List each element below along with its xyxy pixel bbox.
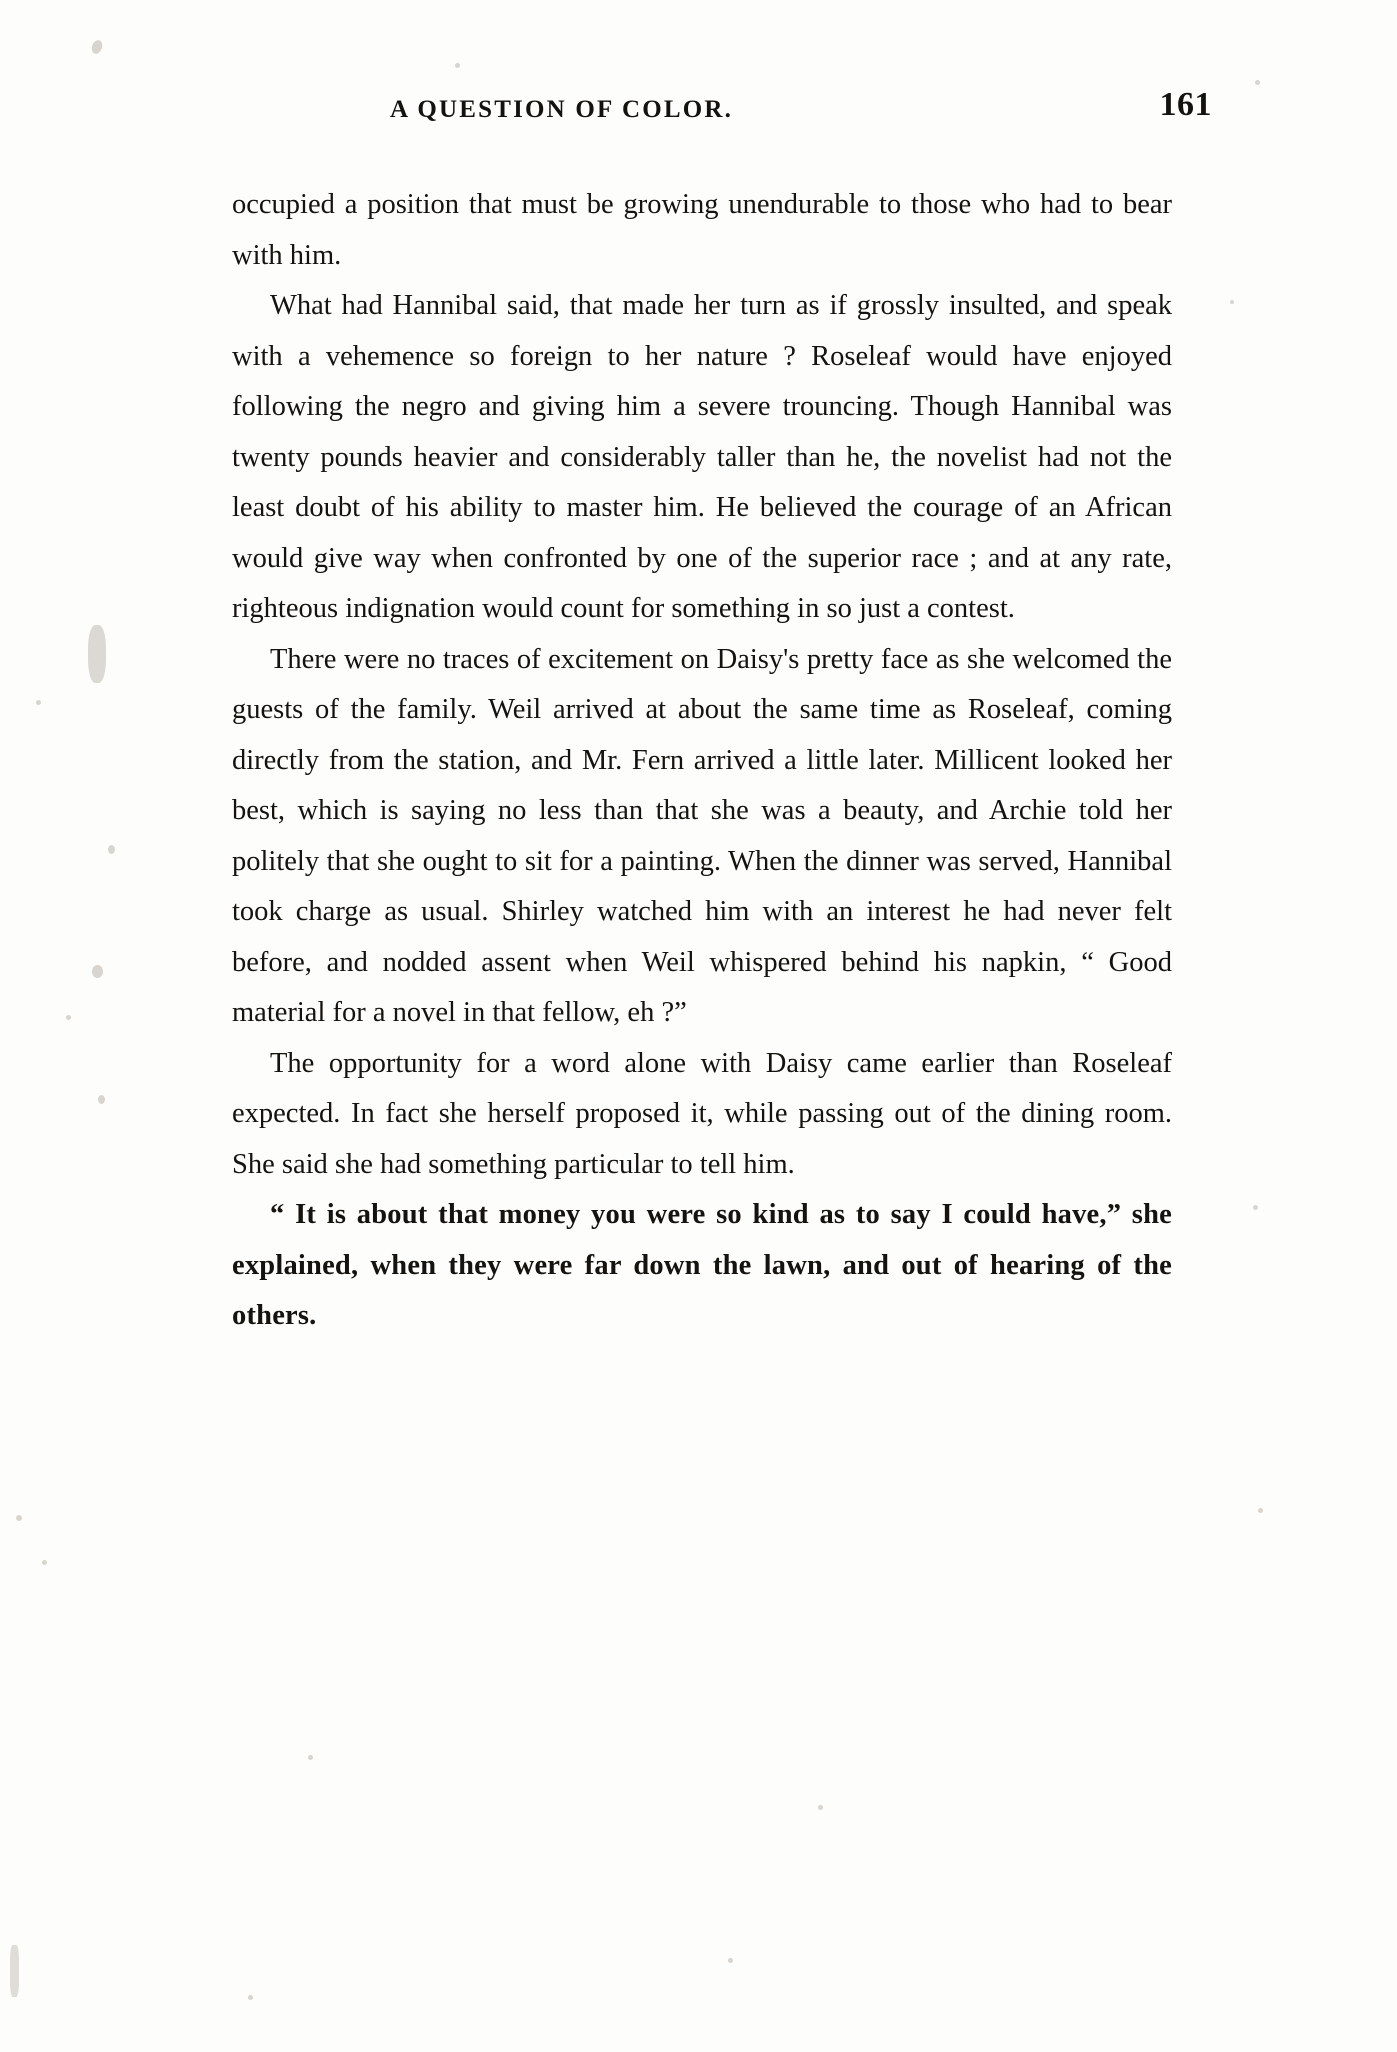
paper-speck: [36, 700, 41, 705]
paper-speck: [92, 965, 103, 978]
paper-speck: [1230, 300, 1234, 304]
paper-speck: [728, 1958, 733, 1963]
paper-speck: [248, 1995, 253, 2000]
page-number: 161: [1159, 86, 1212, 123]
paragraph: “ It is about that money you were so kind as to say I could have,” she explained, when they were far down the lawn, and out of hearing of the others.: [232, 1199, 1172, 1331]
body-text: [232, 180, 1172, 1342]
paper-speck: [10, 1945, 19, 1997]
paper-speck: [98, 1095, 105, 1104]
running-head: [240, 96, 1170, 124]
paper-speck: [308, 1755, 313, 1760]
paper-speck: [1258, 1508, 1263, 1513]
paper-speck: [42, 1560, 47, 1565]
paper-speck: [455, 63, 460, 68]
paper-speck: [1253, 1205, 1258, 1210]
paragraph: The opportunity for a word alone with Daisy came earlier than Roseleaf expected. In fact she herself proposed it, while passing out of the dining room. She said she had something particular to tell him.: [232, 1047, 1172, 1180]
paragraph: occupied a position that must be growing unendurable to those who had to bear with him.: [232, 189, 1172, 271]
paper-speck: [88, 625, 106, 683]
running-head-title: A QUESTION OF COLOR.: [390, 96, 734, 123]
paragraph: What had Hannibal said, that made her turn as if grossly insulted, and speak with a vehemence so foreign to her nature ? Roseleaf would have enjoyed following the negro and giving him a severe trouncing. Though Hannibal was twenty pounds heavier and considerably taller than he, the novelist had not the least doubt of his ability to master him. He believed the courage of an African would give way when confronted by one of the superior race ; and at any rate, righteous indignation would count for something in so just a contest.: [232, 290, 1172, 624]
paper-speck: [818, 1805, 823, 1810]
paper-speck: [66, 1015, 71, 1020]
paper-speck: [1255, 80, 1260, 85]
paragraph: There were no traces of excitement on Daisy's pretty face as she welcomed the guests of the family. Weil arrived at about the same time as Roseleaf, coming directly from the station, and Mr. Fern arrived a little later. Millicent looked her best, which is saying no less than that she was a beauty, and Archie told her politely that she ought to sit for a painting. When the dinner was served, Hannibal took charge as usual. Shirley watched him with an interest he had never felt before, and nodded assent when Weil whispered behind his napkin, “ Good material for a novel in that fellow, eh ?”: [232, 643, 1172, 1028]
paper-speck: [90, 39, 104, 56]
paper-speck: [16, 1515, 22, 1521]
paper-speck: [108, 845, 115, 854]
